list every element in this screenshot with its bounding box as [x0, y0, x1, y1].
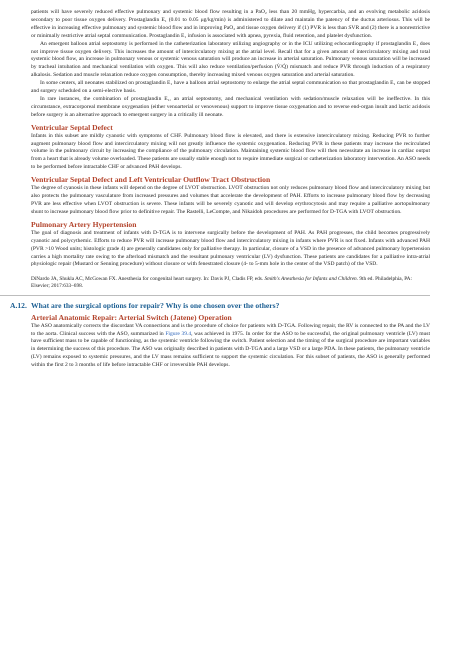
heading-arterial-switch: Arterial Anatomic Repair: Arterial Switch (Jatene) Operation [31, 312, 232, 322]
aso-text-end: , was achieved in 1975. In order for the ASO to be successful, the original pulmonary ventricle (LV) must have sufficient mass to be capable of functioning, as the systemic ventricle following the switch. Patient selection and the timing of the surgical procedure are important variables in determining the success of this procedure. The ASO was originally described in patients with D-TGA and a large VSD or a large PDA. In these patients, the pulmonary ventricle (LV) remains exposed to systemic pressures, and the LV mass remains sufficient to support the systemic circulation. For this subset of patients, the ASO is generally performed within the first 2 to 3 months of life before intractable CHF or irreversible PAH develops. [31, 330, 430, 369]
question-number: A.12. [10, 300, 27, 310]
paragraph-vsd: Infants in this subset are mildly cyanotic with symptoms of CHF. Pulmonary blood flow is elevated, and there is extensive intercirculatory mixing. Reducing PVR to further augment pulmonary blood flow and intercirculatory mixing will not greatly influence the systemic oxygenation. Reducing PVR in these patients may increase the recirculated volume in the pulmonary circuit by increasing the compliance of the pulmonary circulation. Maintaining systemic blood flow will then necessitate an increase in cardiac output from a heart that is already volume overloaded. These patients are usually stable enough not to require immediate surgical or catheterization laboratory intervention. An ASO needs to be performed before intractable CHF or advanced PAH develops. [31, 132, 430, 171]
figure-link[interactable]: Figure 39.4 [165, 330, 192, 337]
reference-citation [31, 276, 430, 291]
question-block [10, 301, 430, 310]
page-content [10, 9, 430, 370]
question-text: What are the surgical options for repair? Why is one chosen over the others? [31, 300, 280, 310]
heading-pah: Pulmonary Artery Hypertension [31, 220, 137, 229]
paragraph-semi-elective: In some centers, all neonates stabilized on prostaglandin E₁ have a balloon atrial septostomy to enlarge the atrial septal communication so that prostaglandin E₁ can be stopped and surgery scheduled on a semi-elective basis. [31, 80, 430, 95]
paragraph-vsd-lvot: The degree of cyanosis in these infants will depend on the degree of LVOT obstruction. LVOT obstruction not only reduces pulmonary blood flow and intercirculatory mixing but also protects the pulmonary vasculature from increased pressures and volumes that accelerate the development of PAH. Efforts to increase pulmonary blood flow by decreasing PVR are less effective when LVOT obstruction is severe. These infants will be severely cyanotic and will develop erythrocytosis and may require a palliative aortopulmonary shunt to increase pulmonary blood flow prior to definitive repair. The Rastelli, LeCompte, and Nikaidoh procedures are performed for D-TGA with LVOT obstruction. [31, 185, 430, 215]
reference-authors: DiNardo JA, Shukla AC, McGowan FX. Anesthesia for congenital heart surgery. In: Davis PJ, Cladis FP, eds. [31, 275, 265, 282]
heading-vsd-lvot: Ventricular Septal Defect and Left Ventricular Outflow Tract Obstruction [31, 175, 271, 185]
paragraph-pah: The goal of diagnosis and treatment of infants with D-TGA is to intervene surgically before the development of PAH. As PAH progresses, the child becomes progressively cyanotic and polycythemic. Efforts to reduce PVR will increase pulmonary blood flow and intercirculatory mixing in infants where PVR is not fixed. Infants with advanced PAH (PVR >10 Wood units; histologic grade 4) are generally candidates only for palliative therapy. In particular, closure of a VSD in the presence of advanced pulmonary hypertension carries a high mortality rate owing to the afterload mismatch and the resultant pulmonary ventricular (LV) dysfunction. These patients are candidates for a palliative intra-atrial physiologic repair (Mustard or Senning procedure) without closure or with fenestrated closure (4- to 5-mm hole in the center of the VSD patch) of the VSD. [31, 229, 430, 268]
paragraph-balloon-septostomy: An emergent balloon atrial septostomy is performed in the catheterization laboratory utilizing angiography or in the ICU utilizing echocardiography if prostaglandin E₁ does not improve tissue oxygen delivery. This increases the amount of intercirculatory mixing at the atrial level. Recall that for a given amount of intercirculatory mixing and total systemic blood flow, an increase in pulmonary venous or systemic venous saturation will produce an increase in arterial saturation. Pulmonary venous saturation will be increased by tracheal intubation and mechanical ventilation with oxygen. This will also reduce ventilation/perfusion (V̇/Q̇) mismatch and reduce PVR through induction of a respiratory alkalosis. Sedation and muscle relaxation reduce oxygen consumption, thereby increasing mixed venous oxygen saturation and arterial saturation. [31, 40, 430, 79]
aso-text-start: The ASO anatomically corrects the discordant VA connections and is the procedure of choice for patients with D-TGA. Following repair, the RV is connected to the PA and the LV to the aorta. Clinical success with the ASO, summarized in [31, 322, 430, 337]
reference-book-title: Smith's Anesthesia for Infants and Children [264, 275, 357, 282]
section-divider [0, 295, 430, 296]
paragraph-arterial-switch [31, 323, 430, 370]
reference-details: . 9th ed. Philadelphia, PA: Elsevier; 2017:633–698. [31, 275, 412, 290]
paragraph-continued: patients will have severely reduced effective pulmonary and systemic blood flow resulting in a PaO₂ less than 20 mmHg, hypercarbia, and an evolving metabolic acidosis secondary to poor tissue oxygen delivery. Prostaglandin E₁ (0.01 to 0.05 μg/kg/min) is administered to dilate and maintain the patency of the ductus arteriosus. This will be effective in increasing effective pulmonary and systemic blood flow and in improving PaO₂ and tissue oxygen delivery if (1) PVR is less than SVR and (2) there is a nonrestrictive or minimally restrictive atrial septal communication. Prostaglandin E₁ infusion is associated with apnea, pyrexia, fluid retention, and platelet dysfunction. [31, 9, 430, 39]
paragraph-ecmo: In rare instances, the combination of prostaglandin E₁, an atrial septostomy, and mechanical ventilation with sedation/muscle relaxation will be ineffective. In this circumstance, extracorporeal membrane oxygenation (either venoarterial or venovenous) support to improve tissue oxygenation and to reverse end-organ insult and lactic acidosis before surgery is an alternative approach to emergent surgery in a critically ill neonate. [31, 95, 430, 118]
heading-vsd: Ventricular Septal Defect [31, 122, 113, 132]
